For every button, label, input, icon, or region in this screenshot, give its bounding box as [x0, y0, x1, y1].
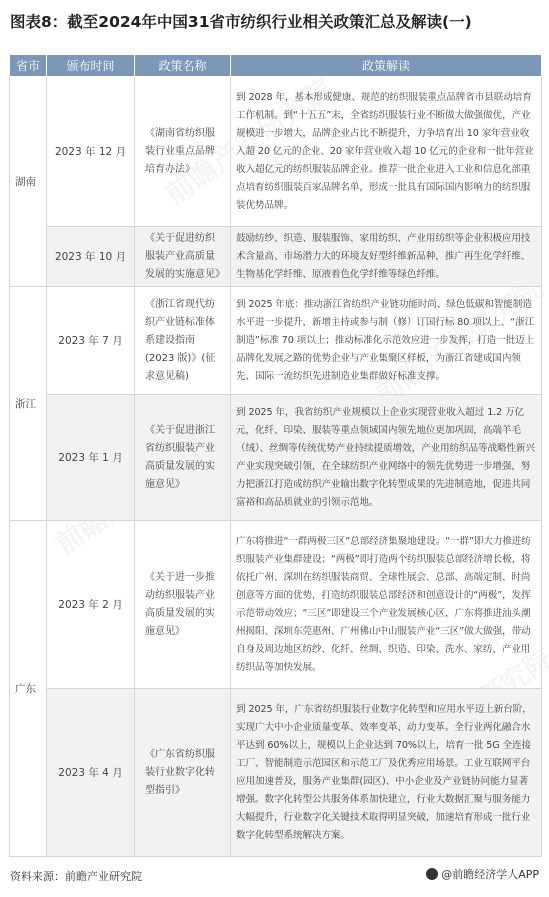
policy-desc-cell: 到 2025 年，我省纺织产业规模以上企业实现营业收入超过 1.2 万亿元，化纤、印染、服装等重点领域国内领先地位更加巩固，高端羊毛（绒）、丝绸等传统优势产业持续提质增效，产业用纺织品等战略性新兴产业实现突破引领，在全球纺织产业网络中的领先优势进一步增强，努力把浙江打造成纺织产业输出数字化转型成果的先进制造地，促进共同富裕和高品质就业的引领示范地。 — [231, 395, 542, 521]
table-row — [10, 521, 542, 689]
policy-name-cell: 《关于促进浙江省纺织服装产业高质量发展的实施意见》 — [135, 395, 231, 521]
brand-credit — [426, 866, 539, 882]
province-cell: 湖南 — [10, 77, 47, 287]
table-row — [10, 689, 542, 857]
province-cell: 广东 — [10, 521, 47, 857]
column-header-desc: 政策解读 — [231, 55, 542, 77]
policy-name-cell: 《浙江省现代纺织产业链标准体系建设指南(2023 版)》(征求意见稿) — [135, 287, 231, 395]
date-cell: 2023 年 1 月 — [47, 395, 135, 521]
policy-name-cell: 《湖南省纺织服装行业重点品牌培育办法》 — [135, 77, 231, 227]
policy-table — [9, 54, 542, 857]
policy-desc-cell: 到 2028 年，基本形成健康、规范的纺织服装重点品牌省市县联动培育工作机制。到“十五五”末，全省纺织服装行业不断做大做强做优，产业规模进一步增大，品牌企业占比不断提升，力争培育出 10 家年营业收入超 20 亿元的企业、20 家年营业收入超 10 亿元的企业和一批年营业收入超亿元的纺织服装品牌企业。推荐一批企业进入工业和信息化部重点培育纺织服装百家品牌名单，形成一批具有国际国内影响力的纺织服装优势品牌。 — [231, 77, 542, 227]
policy-desc-cell: 到 2025 年，广东省纺织服装行业数字化转型和应用水平迈上新台阶，实现广大中小企业质量变革、效率变革、动力变革。全行业两化融合水平达到 60%以上，规模以上企业达到 70%以上，培育一批 5G 全连接工厂、智能制造示范园区和示范工厂及优秀应用场景。工业互联网平台应用加速普及，服务产业集群(园区)、中小企业及产业链协同能力显著增强。数字化转型公共服务体系加快建立，行业大数据汇聚与服务能力大幅提升，行业数字化关键技术取得明显突破，加速培育形成一批行业数字化转型系统解决方案。 — [231, 689, 542, 857]
date-cell: 2023 年 12 月 — [47, 77, 135, 227]
date-cell: 2023 年 4 月 — [47, 689, 135, 857]
column-header-name: 政策名称 — [135, 55, 231, 77]
column-header-date: 颁布时间 — [47, 55, 135, 77]
policy-name-cell: 《关于进一步推动纺织服装产业高质量发展的实施意见》 — [135, 521, 231, 689]
page-title: 图表8：截至2024年中国31省市纺织行业相关政策汇总及解读(一) — [10, 13, 472, 31]
policy-desc-cell: 鼓励纺纱、织造、服装服饰、家用纺织、产业用纺织等企业积极应用技术含量高、市场潜力大的环境友好型纤维新品种，推广再生化学纤维、生物基化学纤维、原液着色化学纤维等绿色纤维。 — [231, 227, 542, 287]
policy-name-cell: 《关于促进纺织服装产业高质量发展的实施意见》 — [135, 227, 231, 287]
table-header-row — [10, 55, 542, 77]
province-cell: 浙江 — [10, 287, 47, 521]
date-cell: 2023 年 7 月 — [47, 287, 135, 395]
table-row — [10, 77, 542, 227]
source-note: 资料来源：前瞻产业研究院 — [10, 870, 142, 883]
brand-logo-icon — [426, 868, 438, 880]
brand-text: @前瞻经济学人APP — [441, 868, 539, 881]
policy-desc-cell: 广东将推进“一群两极三区”总部经济集聚地建设。“一群”即大力推进纺织服装产业集群建设；“两极”即打造两个纺织服装总部经济增长极，将依托广州、深圳在纺织服装商贸、全球性展会、总部、高端定制、时尚创意等方面的优势，打造纺织服装总部经济和创意设计的“两极”，发挥示范带动效应；“三区”即建设三个产业发展核心区，广东将推进汕头潮州揭阳、深圳东莞惠州、广州佛山中山服装产业“三区”做大做强，带动自身及周边地区纺纱、化纤、丝绸、织造、印染、洗水、家纺、产业用纺织品等加快发展。 — [231, 521, 542, 689]
table-row — [10, 395, 542, 521]
column-header-province: 省市 — [10, 55, 47, 77]
policy-desc-cell: 到 2025 年底：推动浙江省纺织产业链功能时尚、绿色低碳和智能制造水平进一步提升，新增主持或参与制（修）订国行标 80 项以上、“浙江制造”标准 70 项以上；推动标准化示范效应进一步发挥，打造一批迈上品牌化发展之路的优势企业与产业集聚区样板，为浙江省建成国内领先、国际一流纺织先进制造业集群做好标准支撑。 — [231, 287, 542, 395]
table-row — [10, 287, 542, 395]
policy-name-cell: 《广东省纺织服装行业数字化转型指引》 — [135, 689, 231, 857]
date-cell: 2023 年 2 月 — [47, 521, 135, 689]
table-row — [10, 227, 542, 287]
date-cell: 2023 年 10 月 — [47, 227, 135, 287]
